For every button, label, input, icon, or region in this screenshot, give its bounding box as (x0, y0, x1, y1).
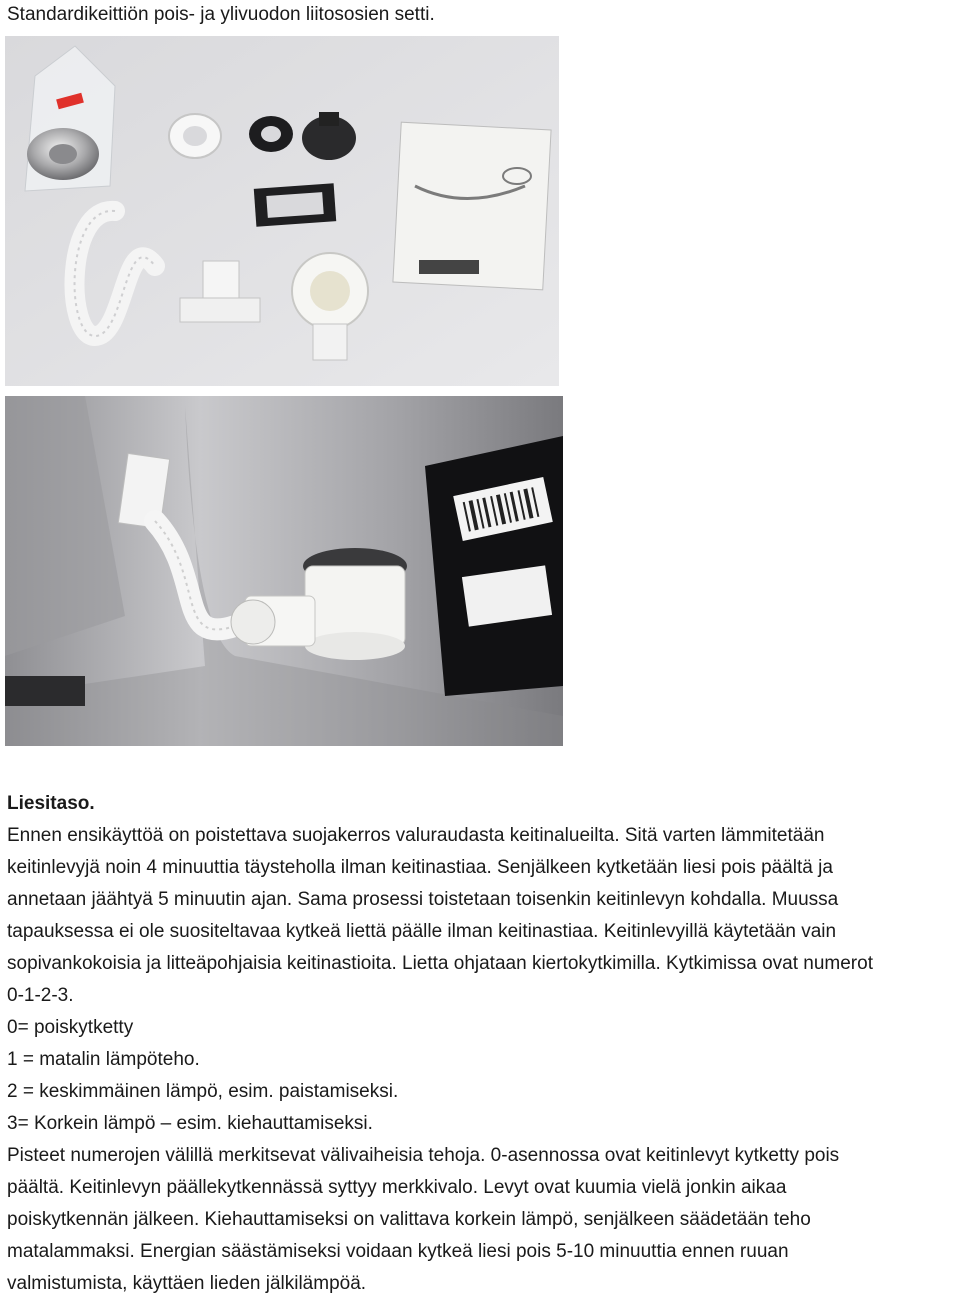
instructions-section (7, 788, 959, 1300)
parts-set-image (5, 36, 559, 386)
installed-drain-image (5, 396, 563, 746)
installed-drain-photo (5, 396, 563, 746)
paragraph-line: keitinlevyjä noin 4 minuuttia täysteholla ilman keitinastiaa. Senjälkeen kytketään liesi pois päältä ja (7, 857, 833, 878)
setting-item: 1 = matalin lämpöteho. (7, 1049, 200, 1070)
setting-item: 3= Korkein lämpö – esim. kiehauttamiseksi. (7, 1113, 373, 1134)
paragraph-line: matalammaksi. Energian säästämiseksi voidaan kytkeä liesi pois 5-10 minuuttia ennen ruuan (7, 1241, 789, 1262)
paragraph-line: päältä. Keitinlevyn päällekytkennässä syttyy merkkivalo. Levyt ovat kuumia vielä jonkin aikaa (7, 1177, 787, 1198)
paragraph-line: tapauksessa ei ole suositeltavaa kytkeä liettä päälle ilman keitinastiaa. Keitinlevyillä käytetään vain (7, 921, 837, 942)
photo-caption: Standardikeittiön pois- ja ylivuodon liitososien setti. (7, 4, 435, 25)
parts-set-photo (5, 36, 559, 386)
paragraph-line: annetaan jäähtyä 5 minuutin ajan. Sama prosessi toistetaan toisenkin keitinlevyn kohdalla. Muussa (7, 889, 839, 910)
section-heading: Liesitaso. (7, 793, 95, 814)
paragraph-line: valmistumista, käyttäen lieden jälkilämpöä. (7, 1273, 367, 1294)
paragraph-line: sopivankokoisia ja litteäpohjaisia keitinastioita. Lietta ohjataan kiertokytkimilla. Kytkimissa ovat numerot (7, 953, 873, 974)
paragraph-line: 0-1-2-3. (7, 985, 74, 1006)
setting-item: 0= poiskytketty (7, 1017, 134, 1038)
paragraph-line: poiskytkennän jälkeen. Kiehauttamiseksi on valittava korkein lämpö, senjälkeen säädetään teho (7, 1209, 811, 1230)
setting-item: 2 = keskimmäinen lämpö, esim. paistamiseksi. (7, 1081, 399, 1102)
paragraph-line: Ennen ensikäyttöä on poistettava suojakerros valuraudasta keitinalueilta. Sitä varten lämmitetään (7, 825, 825, 846)
paragraph-line: Pisteet numerojen välillä merkitsevat välivaiheisia tehoja. 0-asennossa ovat keitinlevyt kytketty pois (7, 1145, 840, 1166)
